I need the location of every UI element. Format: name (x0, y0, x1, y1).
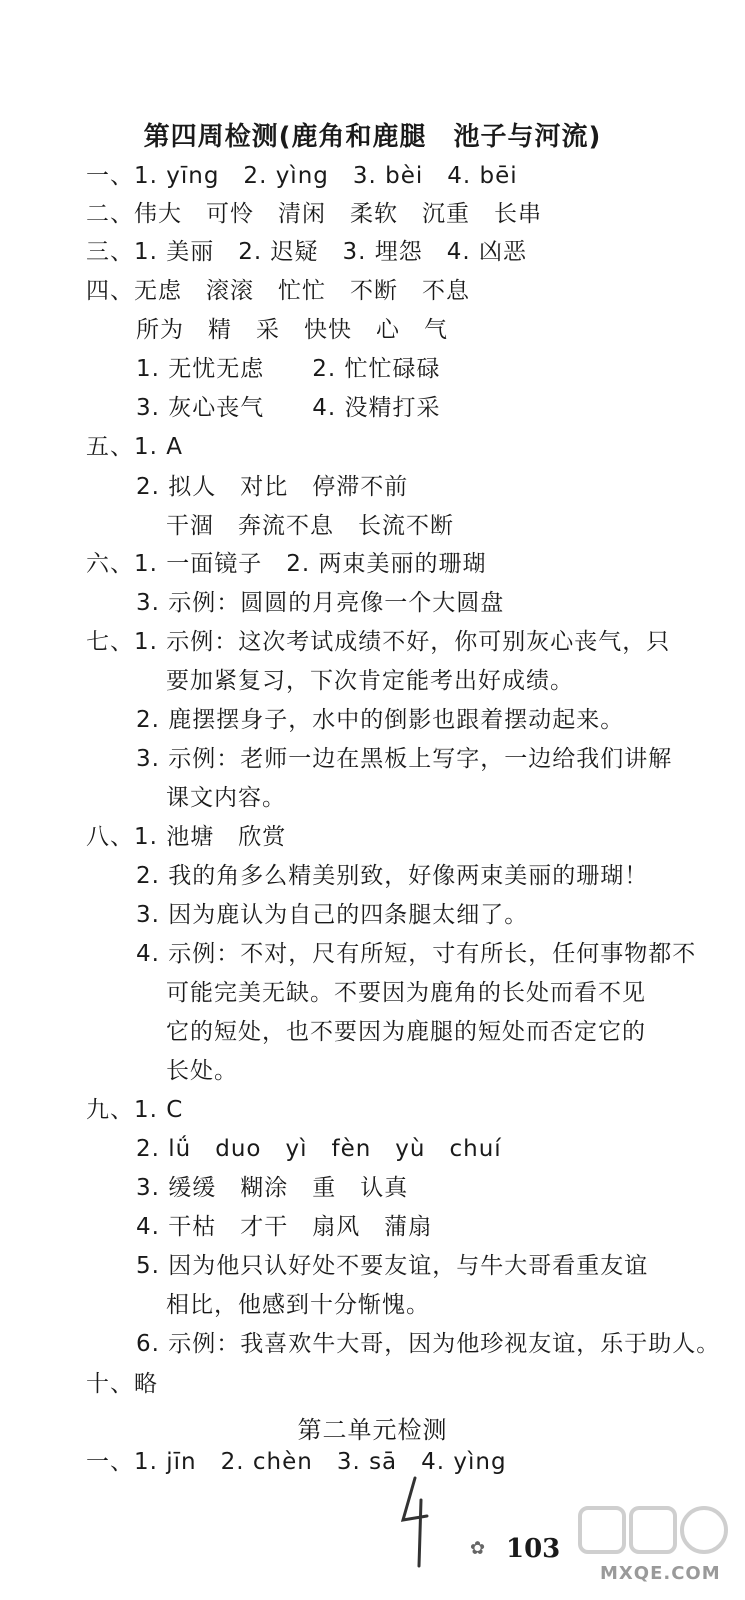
handwritten-mark (395, 1470, 435, 1570)
answer-line: 七、1. 示例：这次考试成绩不好，你可别灰心丧气，只 (86, 629, 671, 655)
answer-line: 四、无虑 滚滚 忙忙 不断 不息 (86, 278, 470, 304)
page-number: 103 (506, 1534, 561, 1564)
answer-line: 2. 鹿摆摆身子，水中的倒影也跟着摆动起来。 (136, 707, 625, 733)
answer-line: 5. 因为他只认好处不要友谊，与牛大哥看重友谊 (136, 1253, 649, 1279)
answer-line: 干涸 奔流不息 长流不断 (166, 513, 454, 539)
answer-line: 九、1. C (86, 1097, 184, 1123)
section-title-unit2: 第二单元检测 (297, 1416, 448, 1444)
answer-line: 3. 因为鹿认为自己的四条腿太细了。 (136, 902, 529, 928)
answer-line: 要加紧复习，下次肯定能考出好成绩。 (166, 668, 574, 694)
answer-line: 可能完美无缺。不要因为鹿角的长处而看不见 (166, 980, 646, 1006)
answer-line: 一、1. jīn 2. chèn 3. sā 4. yìng (86, 1449, 507, 1475)
answer-line: 6. 示例：我喜欢牛大哥，因为他珍视友谊，乐于助人。 (136, 1331, 721, 1357)
answer-line: 3. 示例：老师一边在黑板上写字，一边给我们讲解 (136, 746, 673, 772)
answer-line: 六、1. 一面镜子 2. 两束美丽的珊瑚 (86, 551, 487, 577)
answer-line: 课文内容。 (166, 785, 286, 811)
decorative-swirl-icon: ✿ (470, 1538, 486, 1559)
answer-line: 3. 灰心丧气 4. 没精打采 (136, 395, 441, 421)
watermark-text: MXQE.COM (600, 1563, 721, 1584)
answer-line: 十、略 (86, 1371, 158, 1397)
answer-line: 2. lǘ duo yì fèn yù chuí (136, 1136, 502, 1162)
answer-line: 3. 缓缓 糊涂 重 认真 (136, 1175, 409, 1201)
answer-line: 一、1. yīng 2. yìng 3. bèi 4. bēi (86, 163, 518, 189)
answer-line: 3. 示例：圆圆的月亮像一个大圆盘 (136, 590, 505, 616)
answer-line: 2. 我的角多么精美别致，好像两束美丽的珊瑚！ (136, 863, 649, 889)
answer-line: 所为 精 采 快快 心 气 (136, 317, 448, 343)
watermark-logo-icon (578, 1500, 728, 1558)
section-title-week4: 第四周检测(鹿角和鹿腿 池子与河流) (143, 122, 602, 152)
answer-line: 1. 无忧无虑 2. 忙忙碌碌 (136, 356, 441, 382)
answer-line: 4. 干枯 才干 扇风 蒲扇 (136, 1214, 433, 1240)
answer-line: 五、1. A (86, 434, 183, 460)
answer-line: 二、伟大 可怜 清闲 柔软 沉重 长串 (86, 201, 542, 227)
answer-line: 4. 示例：不对，尺有所短，寸有所长，任何事物都不 (136, 941, 697, 967)
answer-line: 它的短处，也不要因为鹿腿的短处而否定它的 (166, 1019, 646, 1045)
answer-line: 相比，他感到十分惭愧。 (166, 1292, 430, 1318)
answer-line: 2. 拟人 对比 停滞不前 (136, 474, 409, 500)
answer-line: 长处。 (166, 1058, 238, 1084)
answer-line: 三、1. 美丽 2. 迟疑 3. 埋怨 4. 凶恶 (86, 239, 528, 265)
answer-line: 八、1. 池塘 欣赏 (86, 824, 287, 850)
